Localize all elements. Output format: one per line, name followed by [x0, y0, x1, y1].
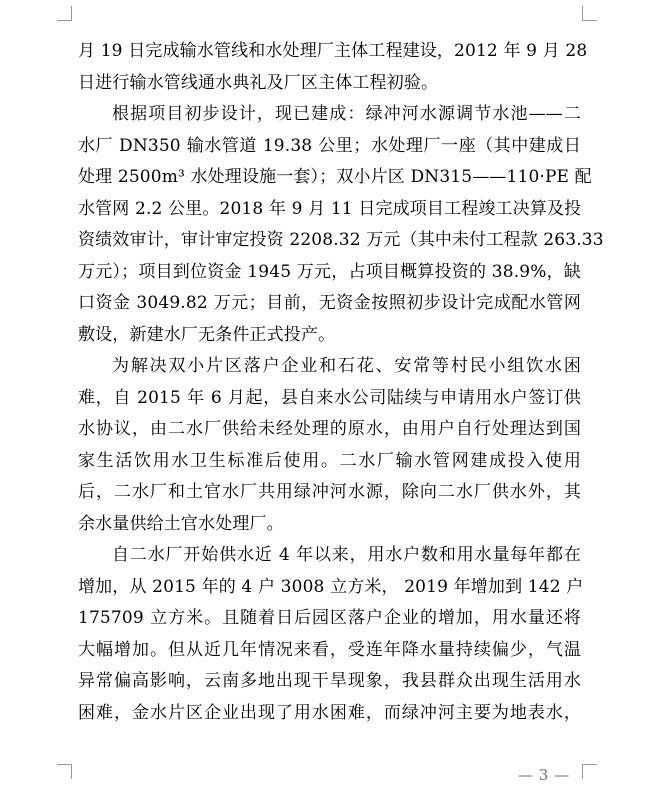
paragraph-1	[78, 36, 588, 99]
text-line: 难，自 2015 年 6 月起，县自来水公司陆续与申请用水户签订供	[78, 387, 581, 408]
text-line: 口资金 3049.82 万元；目前，无资金按照初步设计完成配水管网	[78, 293, 581, 313]
crop-mark-top-left	[57, 6, 72, 21]
paragraph-3	[78, 351, 581, 540]
text-line: 日进行输水管线通水典礼及厂区主体工程初验。	[78, 72, 439, 93]
text-line: 根据项目初步设计，现已建成：绿冲河水源调节水池——二	[112, 104, 581, 124]
text-line: 增加，从 2015 年的 4 户 3008 立方米， 2019 年增加到 142 户	[78, 576, 584, 597]
text-line: 月 19 日完成输水管线和水处理厂主体工程建设，2012 年 9 月 28	[78, 41, 588, 61]
document-body	[78, 36, 604, 729]
crop-mark-bottom-left	[57, 764, 72, 779]
text-line: 家生活饮用水卫生标准后使用。二水厂输水管网建成投入使用	[78, 450, 581, 471]
text-line: 敷设，新建水厂无条件正式投产。	[78, 324, 336, 345]
text-line: 处理 2500m³ 水处理设施一套）；双小片区 DN315——110·PE 配	[78, 167, 592, 187]
page-number: — 3 —	[518, 766, 570, 784]
crop-mark-top-right	[582, 6, 597, 21]
text-line: 为解决双小片区落户企业和石花、安常等村民小组饮水困	[112, 356, 581, 376]
text-line: 异常偏高影响，云南多地出现干旱现象，我县群众出现生活用水	[78, 671, 581, 691]
paragraph-2	[78, 99, 604, 351]
paragraph-4	[78, 540, 584, 729]
text-line: 困难，金水片区企业出现了用水困难，而绿冲河主要为地表水，	[78, 702, 581, 723]
text-line: 万元）；项目到位资金 1945 万元，占项目概算投资的 38.9%，缺	[78, 261, 581, 282]
text-line: 水管网 2.2 公里。2018 年 9 月 11 日完成项目工程竣工决算及投	[78, 198, 582, 219]
text-line: 后，二水厂和土官水厂共用绿冲河水源，除向二水厂供水外，其	[78, 482, 581, 502]
text-line: 大幅增加。但从近几年情况来看，受连年降水量持续偏少，气温	[78, 639, 581, 660]
text-line: 自二水厂开始供水近 4 年以来，用水户数和用水量每年都在	[112, 545, 581, 565]
text-line: 余水量供给土官水处理厂。	[78, 513, 284, 534]
text-line: 资绩效审计，审计审定投资 2208.32 万元（其中未付工程款 263.33	[78, 230, 604, 250]
text-line: 水协议，由二水厂供给未经处理的原水，由用户自行处理达到国	[78, 419, 581, 439]
text-line: 175709 立方米。且随着日后园区落户企业的增加，用水量还将	[78, 608, 581, 628]
text-line: 水厂 DN350 输水管道 19.38 公里；水处理厂一座（其中建成日	[78, 135, 581, 156]
crop-mark-bottom-right	[582, 764, 597, 779]
